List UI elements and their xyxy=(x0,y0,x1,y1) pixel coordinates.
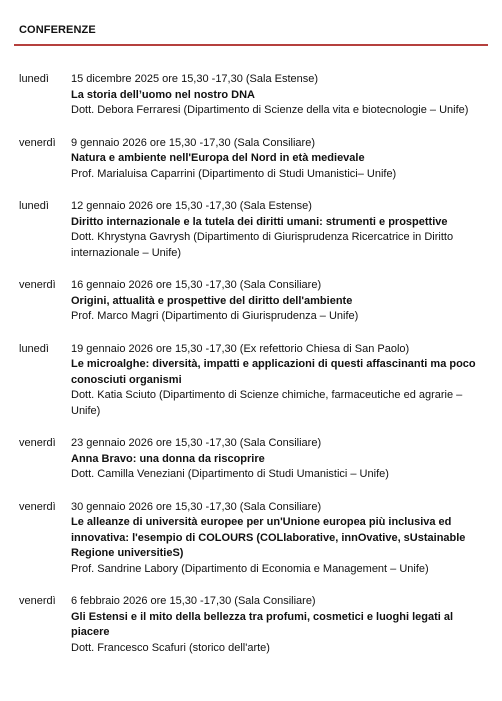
event-title: Le alleanze di università europee per un'Unione europea più inclusiva ed innovativa: l'esempio di COLOURS (COLlaborative, innOvative, sUstainable Regione universitieS) xyxy=(71,516,466,559)
event-body xyxy=(71,278,486,325)
event-title: Diritto internazionale e la tutela dei diritti umani: strumenti e prospettive xyxy=(71,215,448,228)
event-day: venerdì xyxy=(19,595,56,607)
event-list xyxy=(0,72,502,673)
event-body xyxy=(71,136,486,183)
section-title: CONFERENZE xyxy=(19,24,96,36)
event-speaker: Prof. Marialuisa Caparrini (Dipartimento di Studi Umanistici– Unife) xyxy=(71,167,397,180)
event-body xyxy=(71,72,486,119)
event-day: lunedì xyxy=(19,73,49,85)
event-speaker: Prof. Marco Magri (Dipartimento di Giurisprudenza – Unife) xyxy=(71,310,359,322)
event-body xyxy=(71,594,486,656)
event-title: Origini, attualità e prospettive del diritto dell'ambiente xyxy=(71,294,353,307)
event-title: Natura e ambiente nell'Europa del Nord in età medievale xyxy=(71,152,365,164)
event-speaker: Dott. Camilla Veneziani (Dipartimento di Studi Umanistici – Unife) xyxy=(71,468,389,480)
event-item xyxy=(0,199,502,261)
event-day: venerdì xyxy=(19,437,56,449)
event-body xyxy=(71,500,486,578)
event-title: La storia dell’uomo nel nostro DNA xyxy=(71,88,255,101)
event-day: venerdì xyxy=(19,500,56,513)
event-when: 16 gennaio 2026 ore 15,30 -17,30 (Sala Consiliare) xyxy=(71,279,322,291)
event-title: Gli Estensi e il mito della bellezza tra profumi, cosmetici e luoghi legati al piacere xyxy=(71,610,454,638)
event-speaker: Dott. Khrystyna Gavrysh (Dipartimento di Giurisprudenza Ricercatrice in Diritto internazionale – Unife) xyxy=(71,231,454,259)
event-speaker: Dott. Debora Ferraresi (Dipartimento di Scienze della vita e biotecnologie – Unife) xyxy=(71,104,469,116)
event-when: 9 gennaio 2026 ore 15,30 -17,30 (Sala Consiliare) xyxy=(71,136,315,149)
event-speaker: Prof. Sandrine Labory (Dipartimento di Economia e Management – Unife) xyxy=(71,562,429,575)
event-day: lunedì xyxy=(19,342,49,355)
event-body xyxy=(71,199,486,261)
event-when: 23 gennaio 2026 ore 15,30 -17,30 (Sala Consiliare) xyxy=(71,437,322,449)
event-item xyxy=(0,342,502,420)
event-item xyxy=(0,278,502,325)
event-item xyxy=(0,72,502,119)
event-day: lunedì xyxy=(19,200,49,212)
event-when: 15 dicembre 2025 ore 15,30 -17,30 (Sala Estense) xyxy=(71,73,319,85)
event-item xyxy=(0,136,502,183)
event-day: venerdì xyxy=(19,136,56,149)
event-item xyxy=(0,436,502,483)
event-body xyxy=(71,436,486,483)
event-when: 6 febbraio 2026 ore 15,30 -17,30 (Sala Consiliare) xyxy=(71,595,316,607)
event-when: 30 gennaio 2026 ore 15,30 -17,30 (Sala Consiliare) xyxy=(71,500,322,513)
event-body xyxy=(71,342,486,420)
event-when: 19 gennaio 2026 ore 15,30 -17,30 (Ex refettorio Chiesa di San Paolo) xyxy=(71,342,410,355)
event-speaker: Dott. Francesco Scafuri (storico dell'arte) xyxy=(71,641,270,654)
title-divider xyxy=(14,44,488,46)
event-title: Le microalghe: diversità, impatti e applicazioni di questi affascinanti ma poco conosciuti organismi xyxy=(71,358,476,386)
event-item xyxy=(0,500,502,578)
event-day: venerdì xyxy=(19,279,56,291)
event-when: 12 gennaio 2026 ore 15,30 -17,30 (Sala Estense) xyxy=(71,200,312,212)
event-speaker: Dott. Katia Sciuto (Dipartimento di Scienze chimiche, farmaceutiche ed agrarie – Unife) xyxy=(71,389,463,417)
event-item xyxy=(0,594,502,656)
event-title: Anna Bravo: una donna da riscoprire xyxy=(71,452,265,465)
